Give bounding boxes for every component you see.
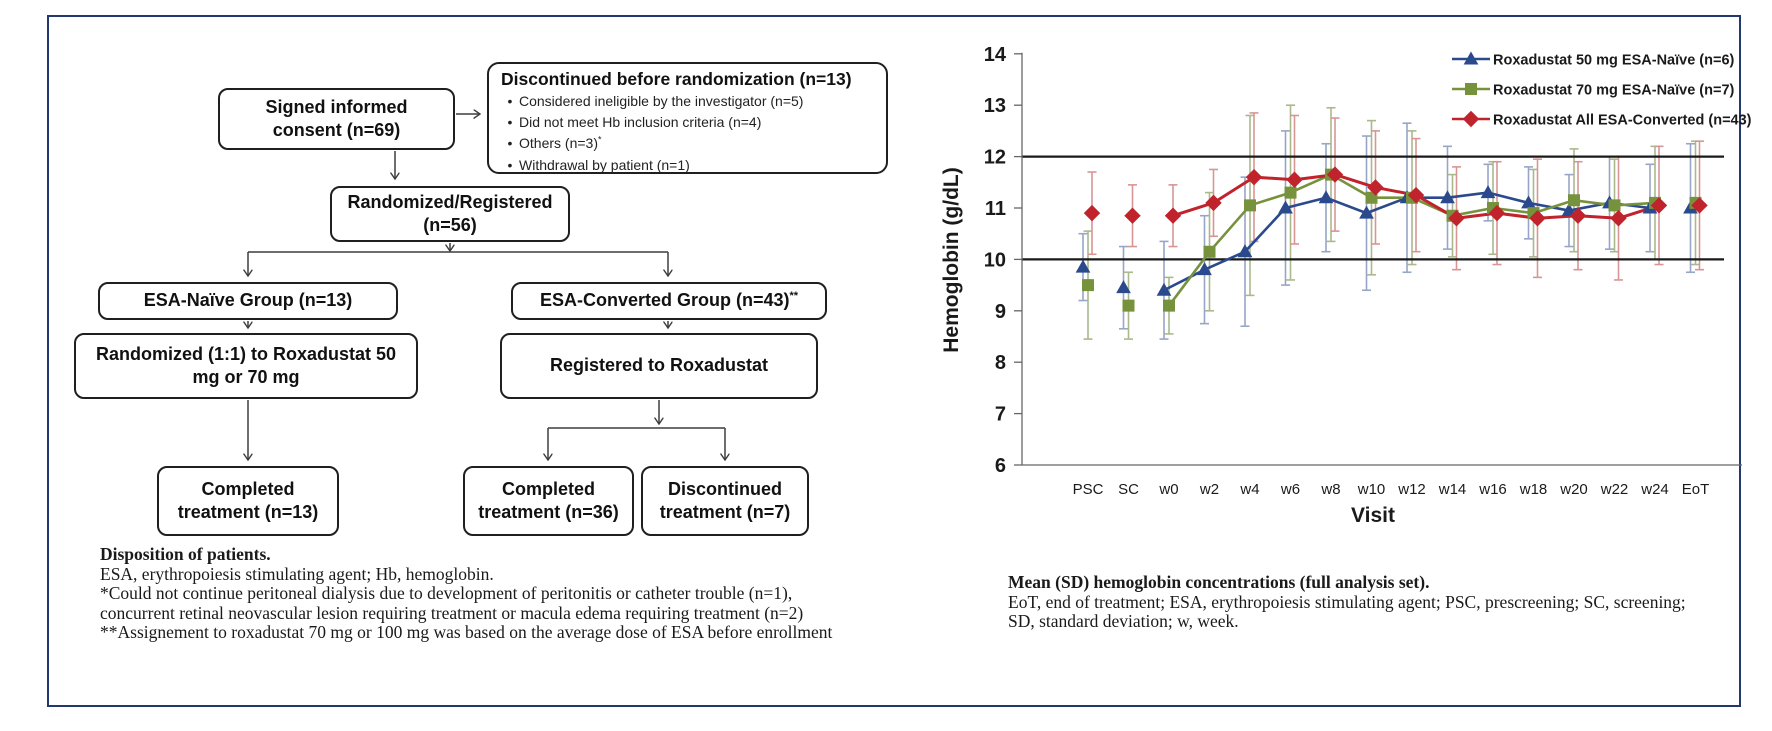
caption-line: **Assignement to roxadustat 70 mg or 100 mg was based on the average dose of ESA before enrollment (100, 622, 833, 643)
flow-box-esa-naive-group (98, 282, 398, 320)
flow-box-signed-consent-label: Signed informed consent (n=69) (265, 96, 408, 140)
flow-box-completed-naive (157, 466, 339, 536)
flow-box-esa-naive-label: ESA-Naïve Group (n=13) (143, 290, 353, 311)
discontinued-reason-item (501, 155, 874, 176)
x-tick-label: w4 (1240, 481, 1260, 498)
x-tick-label: EoT (1681, 481, 1710, 498)
flow-box-discontinued-before-randomization (487, 62, 888, 174)
flow-box-completed-converted-label: Completed treatment (n=36) (478, 478, 619, 522)
x-tick-label: w10 (1357, 481, 1386, 498)
x-tick-label: w8 (1321, 481, 1341, 498)
discontinued-reason-text: Considered ineligible by the investigator (n=5) (519, 92, 804, 109)
flow-box-randomized-label: Randomized/Registered (n=56) (347, 191, 553, 235)
caption-line: *Could not continue peritoneal dialysis due to development of peritonitis or catheter trouble (n=1), (100, 583, 793, 604)
y-axis-title: Hemoglobin (g/dL) (940, 167, 963, 353)
bullet-icon: • (507, 156, 513, 173)
legend-label: Roxadustat 50 mg ESA-Naïve (n=6) (1493, 52, 1735, 69)
flow-box-registered-roxadustat (500, 333, 818, 399)
x-tick-label: SC (1118, 481, 1139, 498)
y-tick-label: 12 (983, 146, 1006, 169)
x-tick-label: w6 (1280, 481, 1301, 498)
discontinued-reason-text: Withdrawal by patient (n=1) (519, 156, 690, 173)
caption-line: concurrent retinal neovascular lesion requiring treatment or macula edema requiring treatment (n=2) (100, 602, 804, 623)
flow-box-randomized-roxadustat-label: Randomized (1:1) to Roxadustat 50 mg or 70 mg (95, 343, 397, 387)
flow-box-completed-converted (463, 466, 634, 536)
flowchart-caption-title: Disposition of patients. (100, 544, 271, 564)
y-tick-label: 14 (983, 43, 1006, 66)
discontinued-reason-text: Others (n=3)* (519, 134, 602, 152)
y-tick-label: 9 (994, 300, 1006, 323)
y-tick-label: 11 (984, 198, 1006, 220)
x-tick-label: w22 (1600, 481, 1629, 498)
y-tick-label: 8 (994, 352, 1006, 375)
y-tick-label: 6 (994, 455, 1006, 477)
x-tick-label: w16 (1479, 481, 1507, 498)
legend-label: Roxadustat All ESA-Converted (n=43) (1493, 112, 1752, 129)
chart-caption-title: Mean (SD) hemoglobin concentrations (full analysis set). (1008, 572, 1430, 592)
bullet-icon: • (507, 135, 513, 152)
caption-line: SD, standard deviation; w, week. (1008, 611, 1239, 632)
chart-caption (1008, 573, 1728, 632)
discontinued-reasons-list (501, 91, 874, 176)
x-tick-label: w24 (1641, 481, 1669, 498)
x-tick-label: w20 (1560, 481, 1588, 498)
caption-line: EoT, end of treatment; ESA, erythropoiesis stimulating agent; PSC, prescreening; SC, screening; (1008, 591, 1686, 612)
y-tick-label: 13 (983, 95, 1006, 118)
flow-box-esa-converted-label: ESA-Converted Group (n=43) (539, 290, 790, 311)
flow-box-discontinued-treatment (641, 466, 809, 536)
flow-box-esa-converted-group (511, 282, 827, 320)
y-tick-label: 10 (983, 249, 1006, 272)
x-tick-label: w0 (1159, 481, 1179, 498)
flow-box-signed-consent (218, 88, 455, 150)
flow-box-discontinued-treatment-label: Discontinued treatment (n=7) (659, 478, 791, 522)
flow-box-completed-naive-label: Completed treatment (n=13) (177, 478, 319, 522)
bullet-icon: • (507, 114, 513, 131)
x-tick-label: w18 (1519, 481, 1548, 498)
x-tick-label: PSC (1072, 481, 1104, 498)
flow-box-randomized-registered (330, 186, 570, 242)
flow-box-registered-roxadustat-label: Registered to Roxadustat (549, 355, 769, 376)
legend-label: Roxadustat 70 mg ESA-Naïve (n=7) (1493, 82, 1735, 99)
discontinued-title: Discontinued before randomization (n=13) (501, 69, 852, 89)
discontinued-reason-item (501, 91, 874, 112)
x-axis-title: Visit (1351, 504, 1395, 527)
caption-line: ESA, erythropoiesis stimulating agent; Hb, hemoglobin. (100, 563, 494, 584)
flowchart-caption (100, 545, 900, 643)
footnote-mark: * (597, 134, 602, 145)
flow-box-randomized-roxadustat (74, 333, 418, 399)
flowchart-caption-lines (100, 565, 900, 643)
esa-converted-footnote-mark: ** (789, 290, 799, 303)
x-tick-label: w2 (1199, 481, 1220, 498)
bullet-icon: • (507, 92, 513, 109)
discontinued-reason-text: Did not meet Hb inclusion criteria (n=4) (519, 114, 762, 131)
x-tick-label: w14 (1438, 481, 1467, 498)
x-tick-label: w12 (1398, 481, 1426, 498)
chart-caption-lines (1008, 593, 1728, 632)
y-tick-label: 7 (994, 403, 1006, 426)
discontinued-reason-item (501, 112, 874, 133)
discontinued-reason-item (501, 133, 874, 154)
